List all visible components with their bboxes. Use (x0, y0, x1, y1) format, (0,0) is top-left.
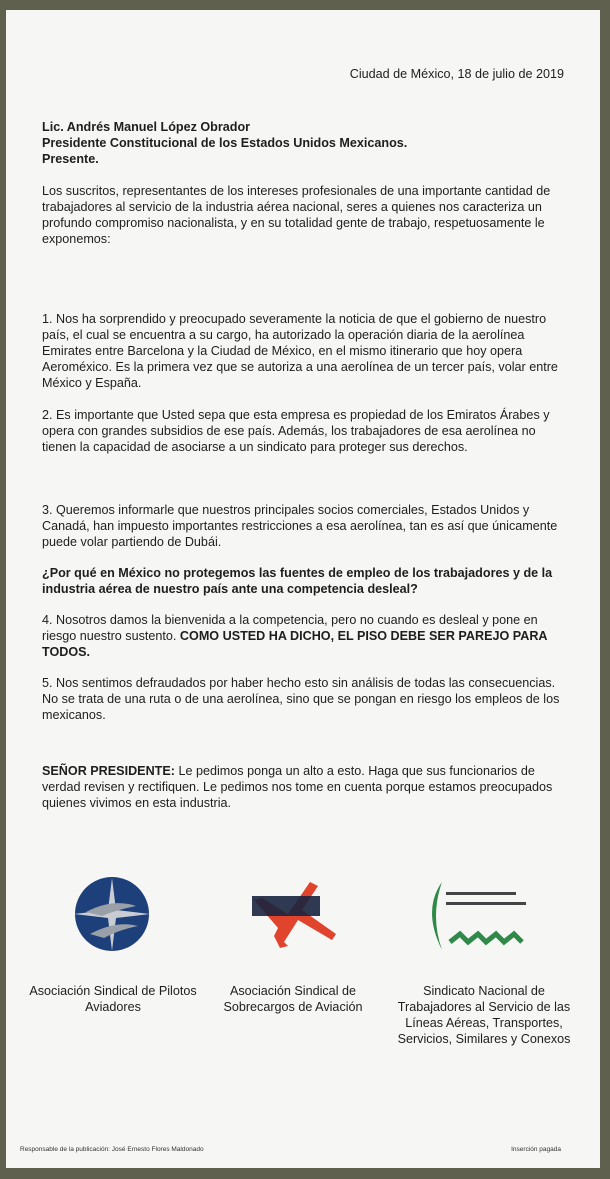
point-3: 3. Queremos informarle que nuestros principales socios comerciales, Estados Unidos y Canadá, han impuesto importantes restricciones a esa aerolínea, tan es así que únicamente puede volar partiendo de Dubái. (42, 503, 558, 549)
aspa-logo (72, 876, 152, 952)
assa-logo (248, 880, 340, 950)
point-1: 1. Nos ha sorprendido y preocupado severamente la noticia de que el gobierno de nuestro país, el cual se encuentra a su cargo, ha autorizado la operación diaria de la aerolínea Emirates entre Barcelona y la Ciudad de México, en el mismo itinerario que hoy opera Aeroméxico. Es la primera vez que se autoriza a una aerolínea de un tercer país, volar entre México y España. (42, 312, 558, 390)
intro-paragraph: Los suscritos, representantes de los intereses profesionales de una importante cantidad de trabajadores al servicio de la industria aérea nacional, seres a quienes nos caracteriza un profundo compromiso nacionalista, y en su totalidad gente de trabajo, respetuosamente le exponemos: (42, 184, 551, 246)
closing-text: Le pedimos ponga un alto a esto. Haga que sus funcionarios de verdad revisen y rectifiquen. Le pedimos nos tome en cuenta porque estamos preocupados quienes vivimos en esta industria. (42, 764, 553, 810)
paid-insertion-label: Inserción pagada (511, 1146, 561, 1153)
signatory-assa: Asociación Sindical de Sobrecargos de Aviación (223, 984, 363, 1014)
signatory-aspa: Asociación Sindical de Pilotos Aviadores (29, 984, 197, 1014)
signatory-sindicato: Sindicato Nacional de Trabajadores al Servicio de las Líneas Aéreas, Transportes, Servicios, Similares y Conexos (397, 984, 571, 1046)
question-paragraph: ¿Por qué en México no protegemos las fuentes de empleo de los trabajadores y de la industria aérea de nuestro país ante una competencia desleal? (42, 566, 553, 596)
closing-bold: SEÑOR PRESIDENTE: (42, 764, 175, 778)
addressee-block (42, 119, 572, 167)
addressee-title: Presidente Constitucional de los Estados Unidos Mexicanos. (42, 136, 408, 150)
responsible-credit: Responsable de la publicación: José Ernesto Flores Maldonado (20, 1146, 204, 1153)
point-4 (42, 612, 572, 660)
point-4-bold: COMO USTED HA DICHO, EL PISO DEBE SER PAREJO PARA TODOS. (42, 629, 548, 659)
sindicato-logo (420, 880, 540, 952)
letter-date: Ciudad de México, 18 de julio de 2019 (349, 67, 564, 81)
closing-paragraph (42, 763, 572, 811)
point-2: 2. Es importante que Usted sepa que esta empresa es propiedad de los Emiratos Árabes y opera con grandes subsidios de ese país. Además, los trabajadores de esa aerolínea no tienen la capacidad de asociarse a un sindicato para proteger sus derechos. (42, 408, 550, 454)
addressee-greeting: Presente. (42, 152, 99, 166)
point-5: 5. Nos sentimos defraudados por haber hecho esto sin análisis de todas las consecuencias. No se trata de una ruta o de una aerolínea, sino que se pongan en riesgo los empleos de los mexicanos. (42, 676, 560, 722)
addressee-name: Lic. Andrés Manuel López Obrador (42, 120, 251, 134)
point-4-text: 4. Nosotros damos la bienvenida a la competencia, pero no cuando es desleal y pone en riesgo nuestro sustento. (42, 613, 538, 643)
